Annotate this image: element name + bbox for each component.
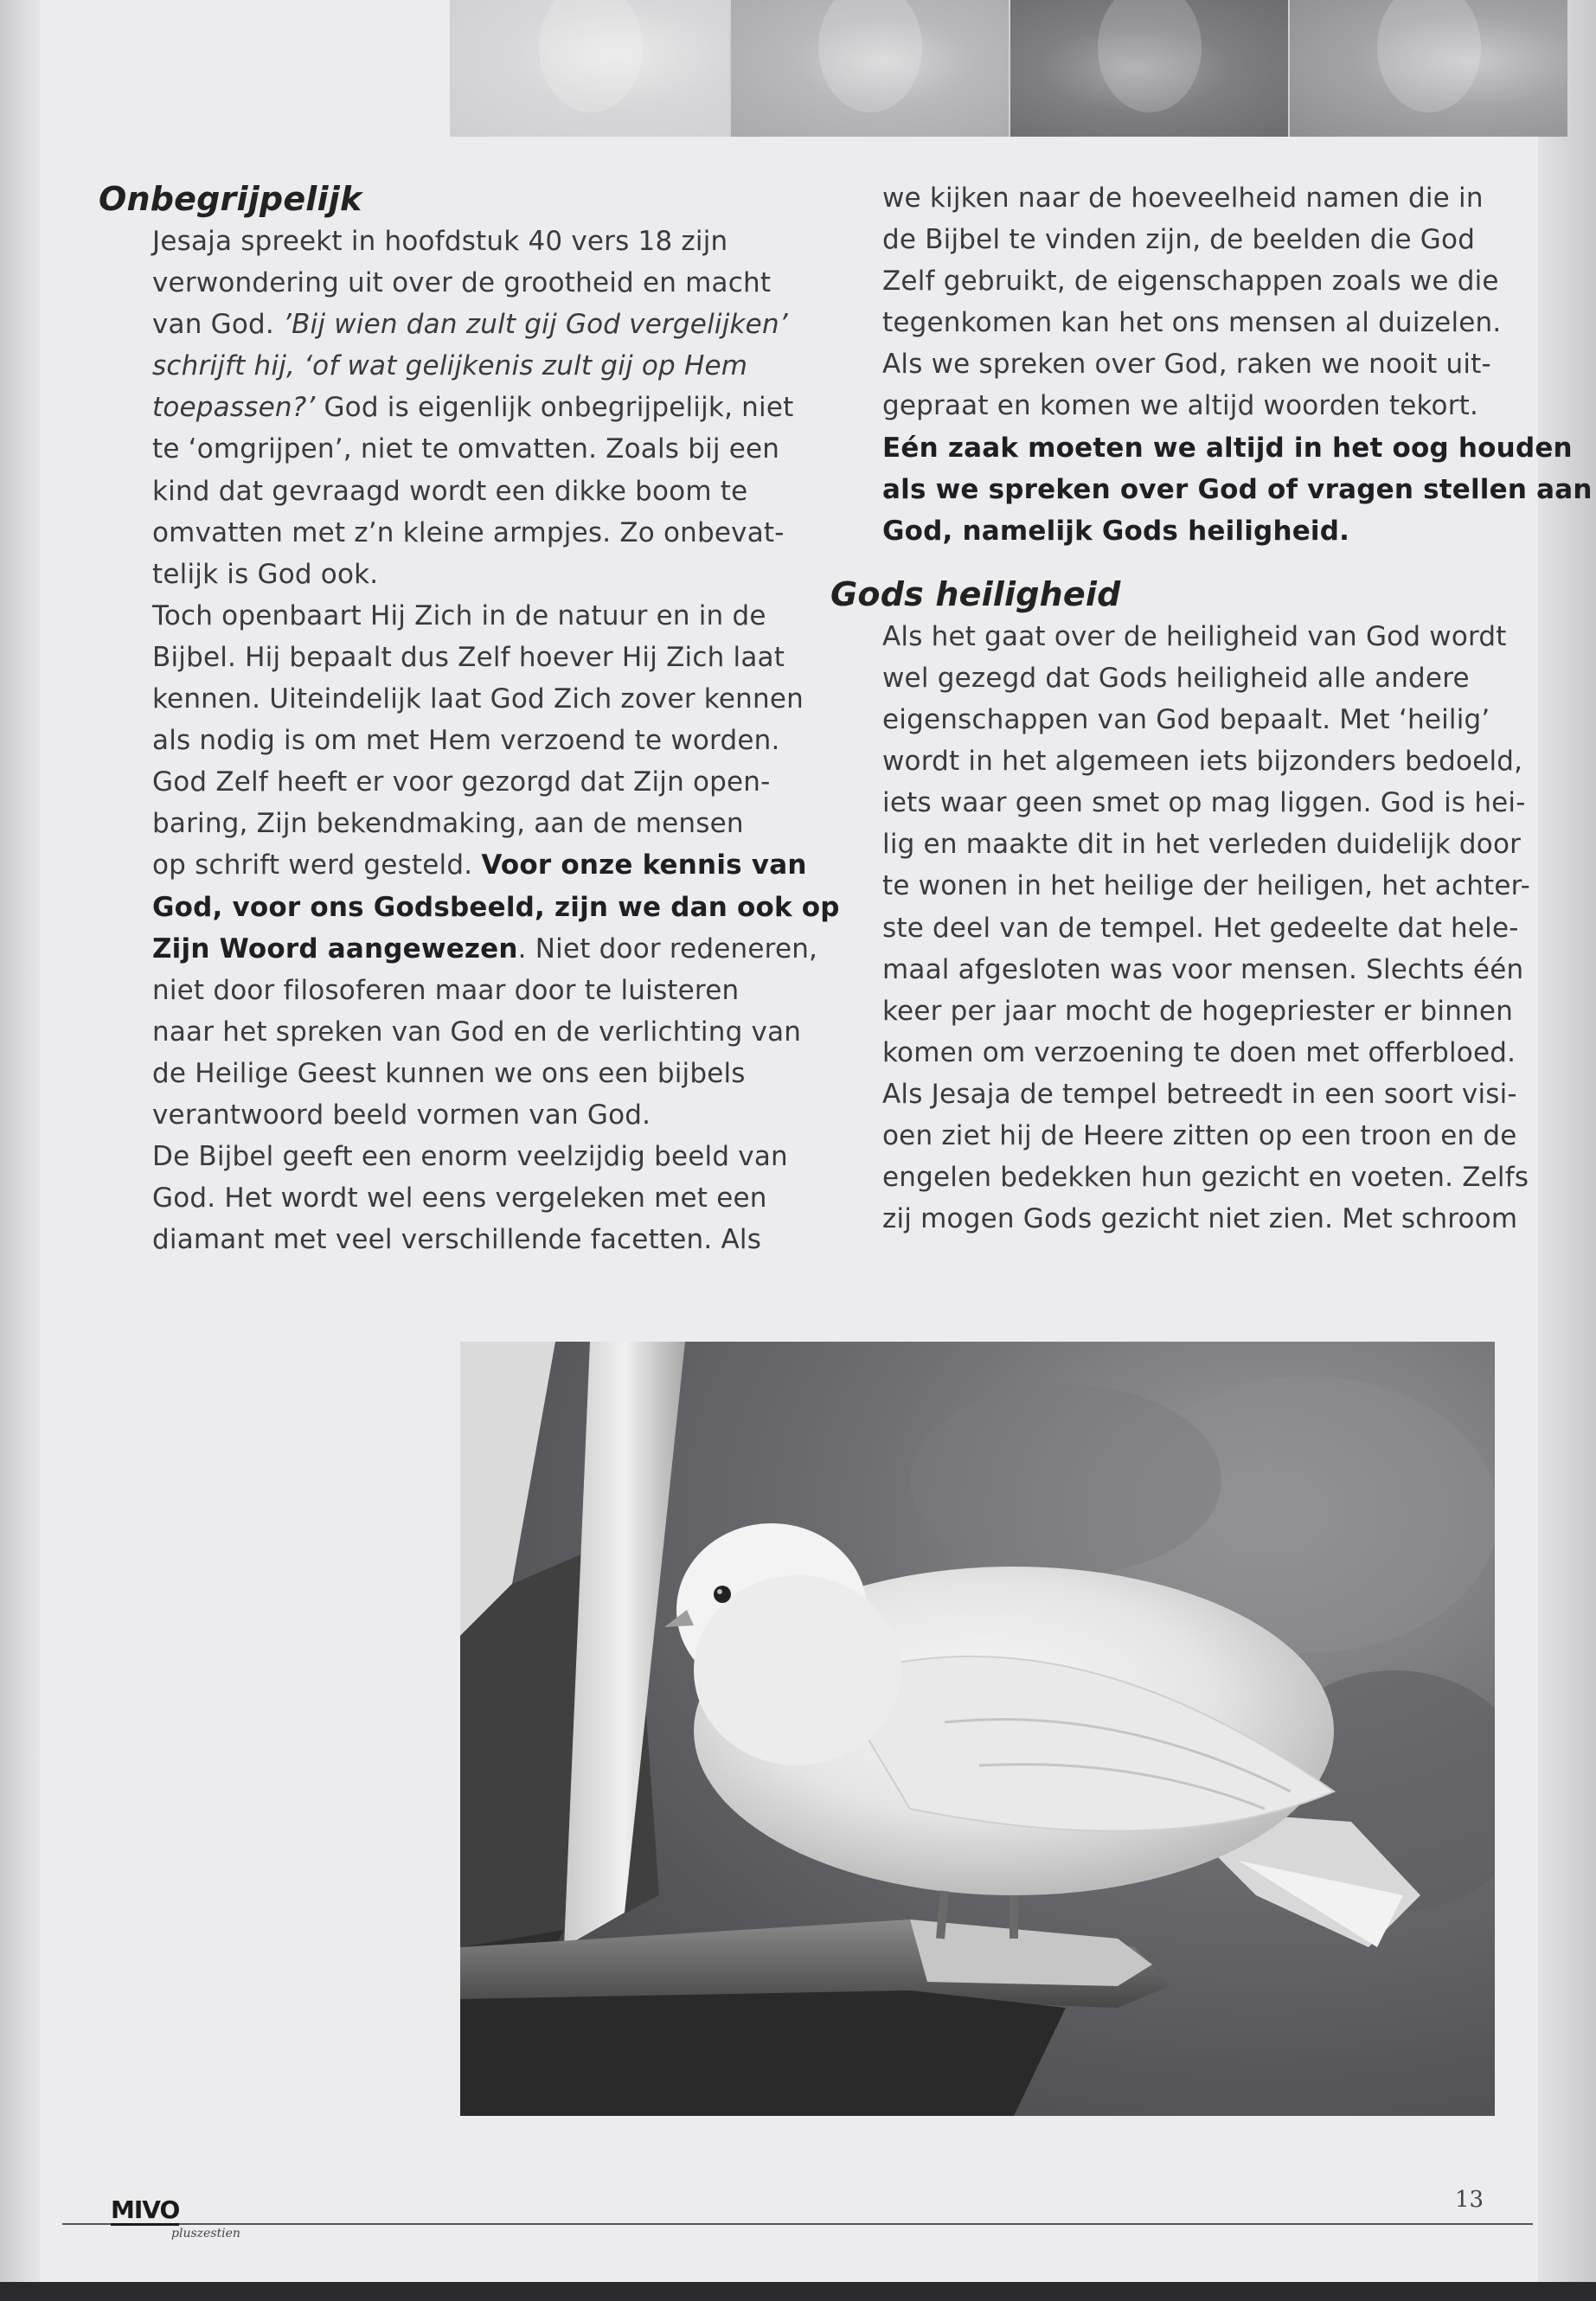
left-column-line: [152, 1053, 791, 1094]
left-column-line: [152, 428, 791, 470]
right-intro-text-run: Eén zaak moeten we altijd in het oog houden: [882, 432, 1573, 464]
right-intro-text-run: Zelf gebruikt, de eigenschappen zoals we die: [882, 266, 1499, 298]
left-column-line: [152, 1219, 791, 1260]
right-column-line: [882, 990, 1514, 1032]
left-column-text-run: als nodig is om met Hem verzoend te worden.: [152, 725, 780, 757]
left-column-text-run: van God.: [152, 309, 284, 341]
right-column-text-run: wel gezegd dat Gods heiligheid alle andere: [882, 662, 1470, 694]
left-column-line: [152, 304, 791, 345]
page-number: 13: [1455, 2187, 1484, 2213]
left-column-line: [152, 761, 791, 803]
left-column-line: [152, 1136, 791, 1177]
header-photo-3: [1009, 0, 1288, 137]
right-column-line: [882, 949, 1524, 990]
left-column-body: [152, 221, 840, 1260]
right-intro-line: [882, 343, 1505, 385]
right-column-line: [882, 865, 1531, 907]
right-intro-line: [882, 260, 1505, 302]
right-column-line: [882, 824, 1522, 865]
left-column-line: [152, 720, 791, 761]
right-intro-line: [882, 219, 1505, 260]
right-column-body: [882, 616, 1531, 1240]
left-column-text-run: verantwoord beeld vormen van God.: [152, 1099, 651, 1131]
right-intro-line: [882, 177, 1505, 219]
right-column-text-run: lig en maakte dit in het verleden duidelijk door: [882, 829, 1522, 861]
left-column-text-run: diamant met veel verschillende facetten. Als: [152, 1224, 762, 1256]
right-column-line: [882, 616, 1505, 657]
left-column-text-run: naar het spreken van God en de verlichting van: [152, 1016, 802, 1048]
left-column-text-run: . Niet door redeneren,: [517, 933, 818, 965]
left-column-text-run: God. Het wordt wel eens vergeleken met een: [152, 1183, 767, 1215]
right-intro-text-run: tegenkomen kan het ons mensen al duizelen.: [882, 307, 1502, 339]
left-column-line: [152, 887, 840, 928]
left-column-line: [152, 387, 794, 428]
right-column-text-run: te wonen in het heilige der heiligen, het achter-: [882, 870, 1531, 902]
top-photo-strip: [450, 0, 1567, 137]
page-right-edge: [1538, 0, 1596, 2301]
right-column-text-run: zij mogen Gods gezicht niet zien. Met schroom: [882, 1203, 1518, 1235]
left-column-text-run: Bijbel. Hij bepaalt dus Zelf hoever Hij Zich laat: [152, 641, 785, 673]
header-photo-2: [729, 0, 1009, 137]
left-column-text-run: Jesaja spreekt in hoofdstuk 40 vers 18 zijn: [152, 226, 728, 257]
right-column-text-run: komen om verzoening te doen met offerbloed.: [882, 1036, 1516, 1068]
right-column-line: [882, 782, 1526, 824]
left-column-line: [152, 345, 791, 387]
left-column-text-run: God, voor ons Godsbeeld, zijn we dan ook op: [152, 891, 840, 923]
header-photo-1: [450, 0, 729, 137]
left-column-line: [152, 844, 807, 886]
left-column-text-run: de Heilige Geest kunnen we ons een bijbels: [152, 1057, 746, 1089]
right-column: [830, 177, 1593, 1240]
left-column-text-run: God Zelf heeft er voor gezorgd dat Zijn open-: [152, 766, 771, 798]
right-column-text-run: oen ziet hij de Heere zitten op een troon en de: [882, 1119, 1517, 1151]
right-column-text-run: Als Jesaja de tempel betreedt in een soort visi-: [882, 1078, 1517, 1110]
left-column-line: [152, 595, 791, 637]
right-column-line: [882, 1032, 1516, 1074]
right-column-text-run: ste deel van de tempel. Het gedeelte dat hele-: [882, 912, 1519, 944]
right-column-line: [882, 1198, 1518, 1240]
left-column-line: [152, 1094, 791, 1136]
right-intro-text-run: als we spreken over God of vragen stellen aan: [882, 473, 1593, 505]
left-column-text-run: telijk is God ook.: [152, 558, 379, 590]
left-column-line: [152, 221, 791, 262]
section-heading-onbegrijpelijk: Onbegrijpelijk: [99, 180, 362, 218]
left-column-text-run: op schrift werd gesteld.: [152, 849, 482, 881]
right-column-text-run: wordt in het algemeen iets bijzonders bedoeld,: [882, 746, 1523, 778]
left-column-line: [152, 1177, 791, 1219]
right-intro-line: [882, 510, 1505, 552]
right-column-text-run: keer per jaar mocht de hogepriester er binnen: [882, 995, 1514, 1027]
left-column-line: [152, 1011, 802, 1053]
left-column-text-run: te ‘omgrijpen’, niet te omvatten. Zoals bij een: [152, 433, 780, 465]
left-column-text-run: kind dat gevraagd wordt een dikke boom te: [152, 475, 748, 507]
right-column-intro: [882, 177, 1593, 552]
left-column-text-run: ’Bij wien dan zult gij God vergelijken’: [283, 309, 788, 341]
right-column-line: [882, 699, 1505, 740]
right-intro-text-run: Als we spreken over God, raken we nooit uit-: [882, 349, 1491, 381]
right-intro-line: [882, 427, 1573, 469]
right-column-text-run: maal afgesloten was voor mensen. Slechts één: [882, 953, 1524, 985]
header-photo-4: [1288, 0, 1567, 137]
left-column-text-run: verwondering uit over de grootheid en macht: [152, 267, 772, 299]
left-column-text-run: Zijn Woord aangewezen: [152, 933, 518, 965]
right-column-line: [882, 1074, 1517, 1115]
dove-illustration: [460, 1342, 1495, 2116]
left-column-text-run: Toch openbaart Hij Zich in de natuur en in de: [152, 599, 766, 631]
left-column-line: [152, 262, 791, 304]
left-column-text-run: omvatten met z’n kleine armpjes. Zo onbevat-: [152, 516, 785, 548]
right-column-line: [882, 657, 1505, 699]
right-column-line: [882, 907, 1519, 949]
right-intro-line: [882, 302, 1505, 343]
left-column-line: [152, 928, 818, 970]
left-column-text-run: De Bijbel geeft een enorm veelzijdig beeld van: [152, 1141, 788, 1173]
book-spine-shadow: [0, 0, 40, 2301]
left-column-text-run: niet door filosoferen maar door te luisteren: [152, 974, 740, 1006]
right-intro-text-run: de Bijbel te vinden zijn, de beelden die God: [882, 224, 1476, 256]
mivo-logo: MIVO: [111, 2195, 180, 2224]
right-column-line: [882, 1115, 1517, 1157]
left-column-text-run: Voor onze kennis van: [481, 849, 807, 881]
right-column-text-run: engelen bedekken hun gezicht en voeten. Zelfs: [882, 1162, 1529, 1194]
mivo-logo-subtitle: pluszestien: [171, 2227, 240, 2240]
page-bottom-edge: [0, 2282, 1596, 2301]
left-column-text-run: schrijft hij, ‘of wat gelijkenis zult gij op Hem: [152, 350, 748, 382]
left-column-line: [152, 637, 791, 678]
left-column-text-run: God is eigenlijk onbegrijpelijk, niet: [315, 392, 794, 424]
right-column-line: [882, 740, 1523, 782]
dove-photo: [460, 1342, 1495, 2116]
right-column-text-run: Als het gaat over de heiligheid van God wordt: [882, 620, 1507, 652]
right-column-text-run: eigenschappen van God bepaalt. Met ‘heilig’: [882, 704, 1490, 736]
right-column-text-run: iets waar geen smet op mag liggen. God is hei-: [882, 787, 1526, 819]
left-column-line: [152, 554, 791, 595]
left-column-line: [152, 803, 791, 844]
footer-rule: [62, 2223, 1533, 2225]
right-intro-line: [882, 385, 1505, 426]
left-column-line: [152, 512, 791, 554]
left-column-line: [152, 970, 791, 1011]
right-intro-text-run: gepraat en komen we altijd woorden tekort.: [882, 390, 1479, 422]
left-column: [99, 177, 840, 1260]
right-intro-line: [882, 469, 1593, 510]
right-column-line: [882, 1157, 1529, 1198]
left-column-text-run: kennen. Uiteindelijk laat God Zich zover kennen: [152, 683, 804, 715]
right-intro-text-run: we kijken naar de hoeveelheid namen die in: [882, 183, 1484, 214]
right-intro-text-run: God, namelijk Gods heiligheid.: [882, 515, 1350, 547]
section-heading-gods-heiligheid: Gods heiligheid: [830, 574, 1121, 613]
left-column-text-run: baring, Zijn bekendmaking, aan de mensen: [152, 808, 744, 840]
left-column-line: [152, 678, 804, 720]
left-column-line: [152, 471, 791, 512]
left-column-text-run: toepassen?’: [152, 392, 316, 424]
